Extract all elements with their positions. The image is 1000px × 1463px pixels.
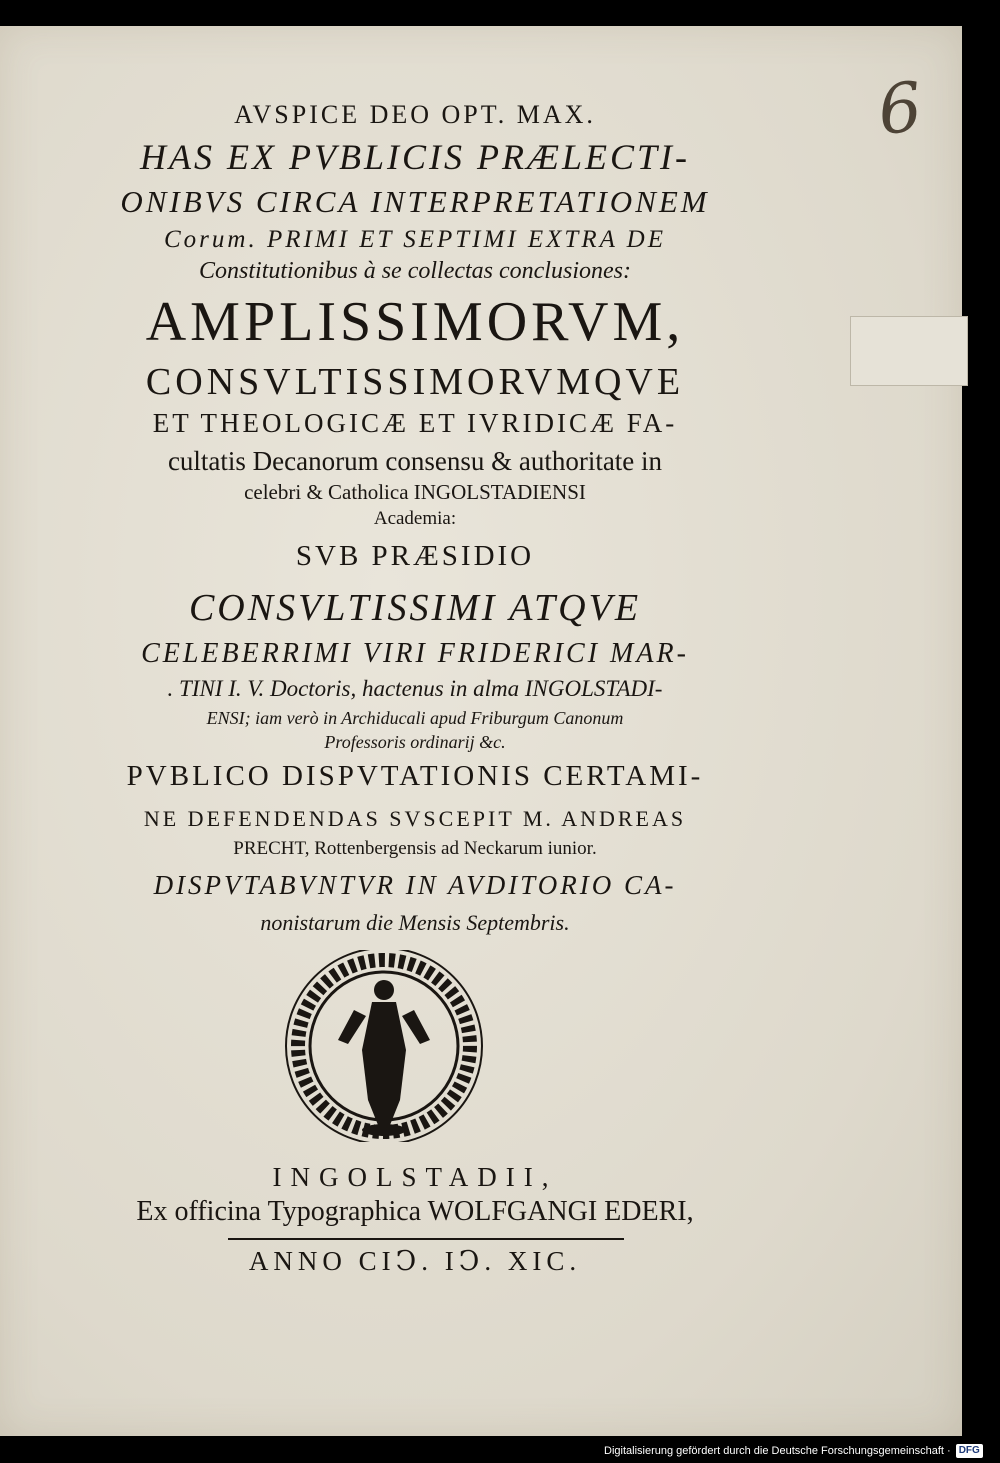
footer-credit (604, 1441, 996, 1461)
title-line: Academia: (373, 508, 457, 529)
title-line: CELEBERRIMI VIRI FRIDERICI MAR- (141, 638, 689, 669)
title-line: HAS EX PVBLICIS PRÆLECTI- (140, 137, 690, 177)
title-line: Professoris ordinarij &c. (324, 732, 506, 752)
title-line: AMPLISSIMORVM, (145, 291, 685, 353)
title-line: DISPVTABVNTVR IN AVDITORIO CA- (153, 870, 677, 900)
title-line: cultatis Decanorum consensu & authoritate in (167, 446, 663, 476)
page-tab (850, 316, 968, 386)
title-line: Constitutionibus à se collectas conclusiones: (199, 258, 631, 284)
imprint-printer: Ex officina Typographica WOLFGANGI EDERI, (136, 1196, 694, 1227)
title-line: PVBLICO DISPVTATIONIS CERTAMI- (126, 760, 704, 792)
title-line: ONIBVS CIRCA INTERPRETATIONEM (120, 184, 710, 219)
title-line: celebri & Catholica INGOLSTADIENSI (244, 480, 586, 504)
title-line: ENSI; iam verò in Archiducali apud Friburgum Canonum (206, 708, 624, 728)
title-line: Corum. PRIMI ET SEPTIMI EXTRA DE (164, 226, 666, 253)
title-line: AVSPICE DEO OPT. MAX. (234, 100, 596, 129)
title-line: CONSVLTISSIMI ATQVE (188, 587, 642, 629)
imprint-place: INGOLSTADII, (272, 1162, 558, 1192)
title-line: PRECHT, Rottenbergensis ad Neckarum iunior. (233, 838, 597, 859)
title-line: SVB PRÆSIDIO (295, 540, 535, 572)
title-line: nonistarum die Mensis Septembris. (260, 910, 570, 935)
title-line: CONSVLTISSIMORVMQVE (145, 361, 685, 403)
title-line: NE DEFENDENDAS SVSCEPIT M. ANDREAS (143, 806, 687, 831)
title-line: ET THEOLOGICÆ ET IVRIDICÆ FA- (152, 408, 678, 438)
folio-number: 6 (874, 67, 926, 152)
printers-mark-icon (268, 950, 500, 1142)
divider-rule (228, 1238, 624, 1240)
dfg-logo-icon: DFG (956, 1444, 983, 1458)
footer-text: Digitalisierung gefördert durch die Deutsche Forschungsgemeinschaft · (604, 1445, 951, 1457)
imprint-year: ANNO CIↃ. IↃ. XIC. (248, 1246, 582, 1276)
title-line: . TINI I. V. Doctoris, hactenus in alma INGOLSTADI- (167, 676, 663, 701)
